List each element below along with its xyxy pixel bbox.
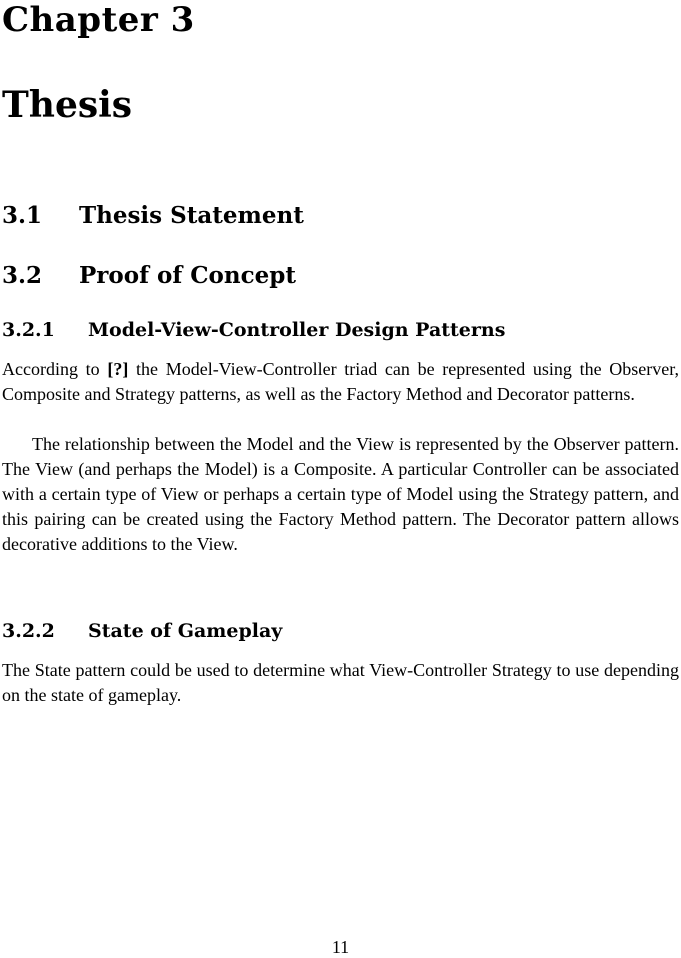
paragraph-state-pattern: The State pattern could be used to determine what View-Controller Strategy to use depending on the state of gameplay. [2,660,679,705]
subsection-number: 3.2.1 [2,319,55,341]
paragraph-text: the Model-View-Controller triad can be represented using the Observer, Composite and Strategy patterns, as well as the Factory Method and Decorator patterns. [2,359,679,404]
subsection-heading-mvc [2,317,505,343]
paragraph-text: According to [2,359,108,379]
section-title: Thesis Statement [79,202,304,229]
subsection-title: State of Gameplay [88,620,283,642]
chapter-title: Thesis [2,84,133,126]
page-number: 11 [331,937,350,957]
section-heading-proof-of-concept [2,261,296,291]
subsection-number: 3.2.2 [2,620,55,642]
chapter-label: Chapter 3 [2,0,195,40]
section-number: 3.1 [2,202,43,229]
subsection-heading-state-of-gameplay [2,618,282,644]
subsection-title: Model-View-Controller Design Patterns [88,319,506,341]
section-title: Proof of Concept [79,262,296,289]
section-number: 3.2 [2,262,43,289]
section-heading-thesis-statement [2,201,304,231]
paragraph-mvc-relationship: The relationship between the Model and the View is represented by the Observer pattern. The View (and perhaps the Model) is a Composite. A particular Controller can be associated with a certain type of View or perhaps a certain type of Model using the Strategy pattern, and this pairing can be created using the Factory Method pattern. The Decorator pattern allows decorative additions to the View. [2,434,679,554]
citation-placeholder[interactable]: [?] [107,359,129,379]
paragraph-mvc-intro [2,357,679,407]
